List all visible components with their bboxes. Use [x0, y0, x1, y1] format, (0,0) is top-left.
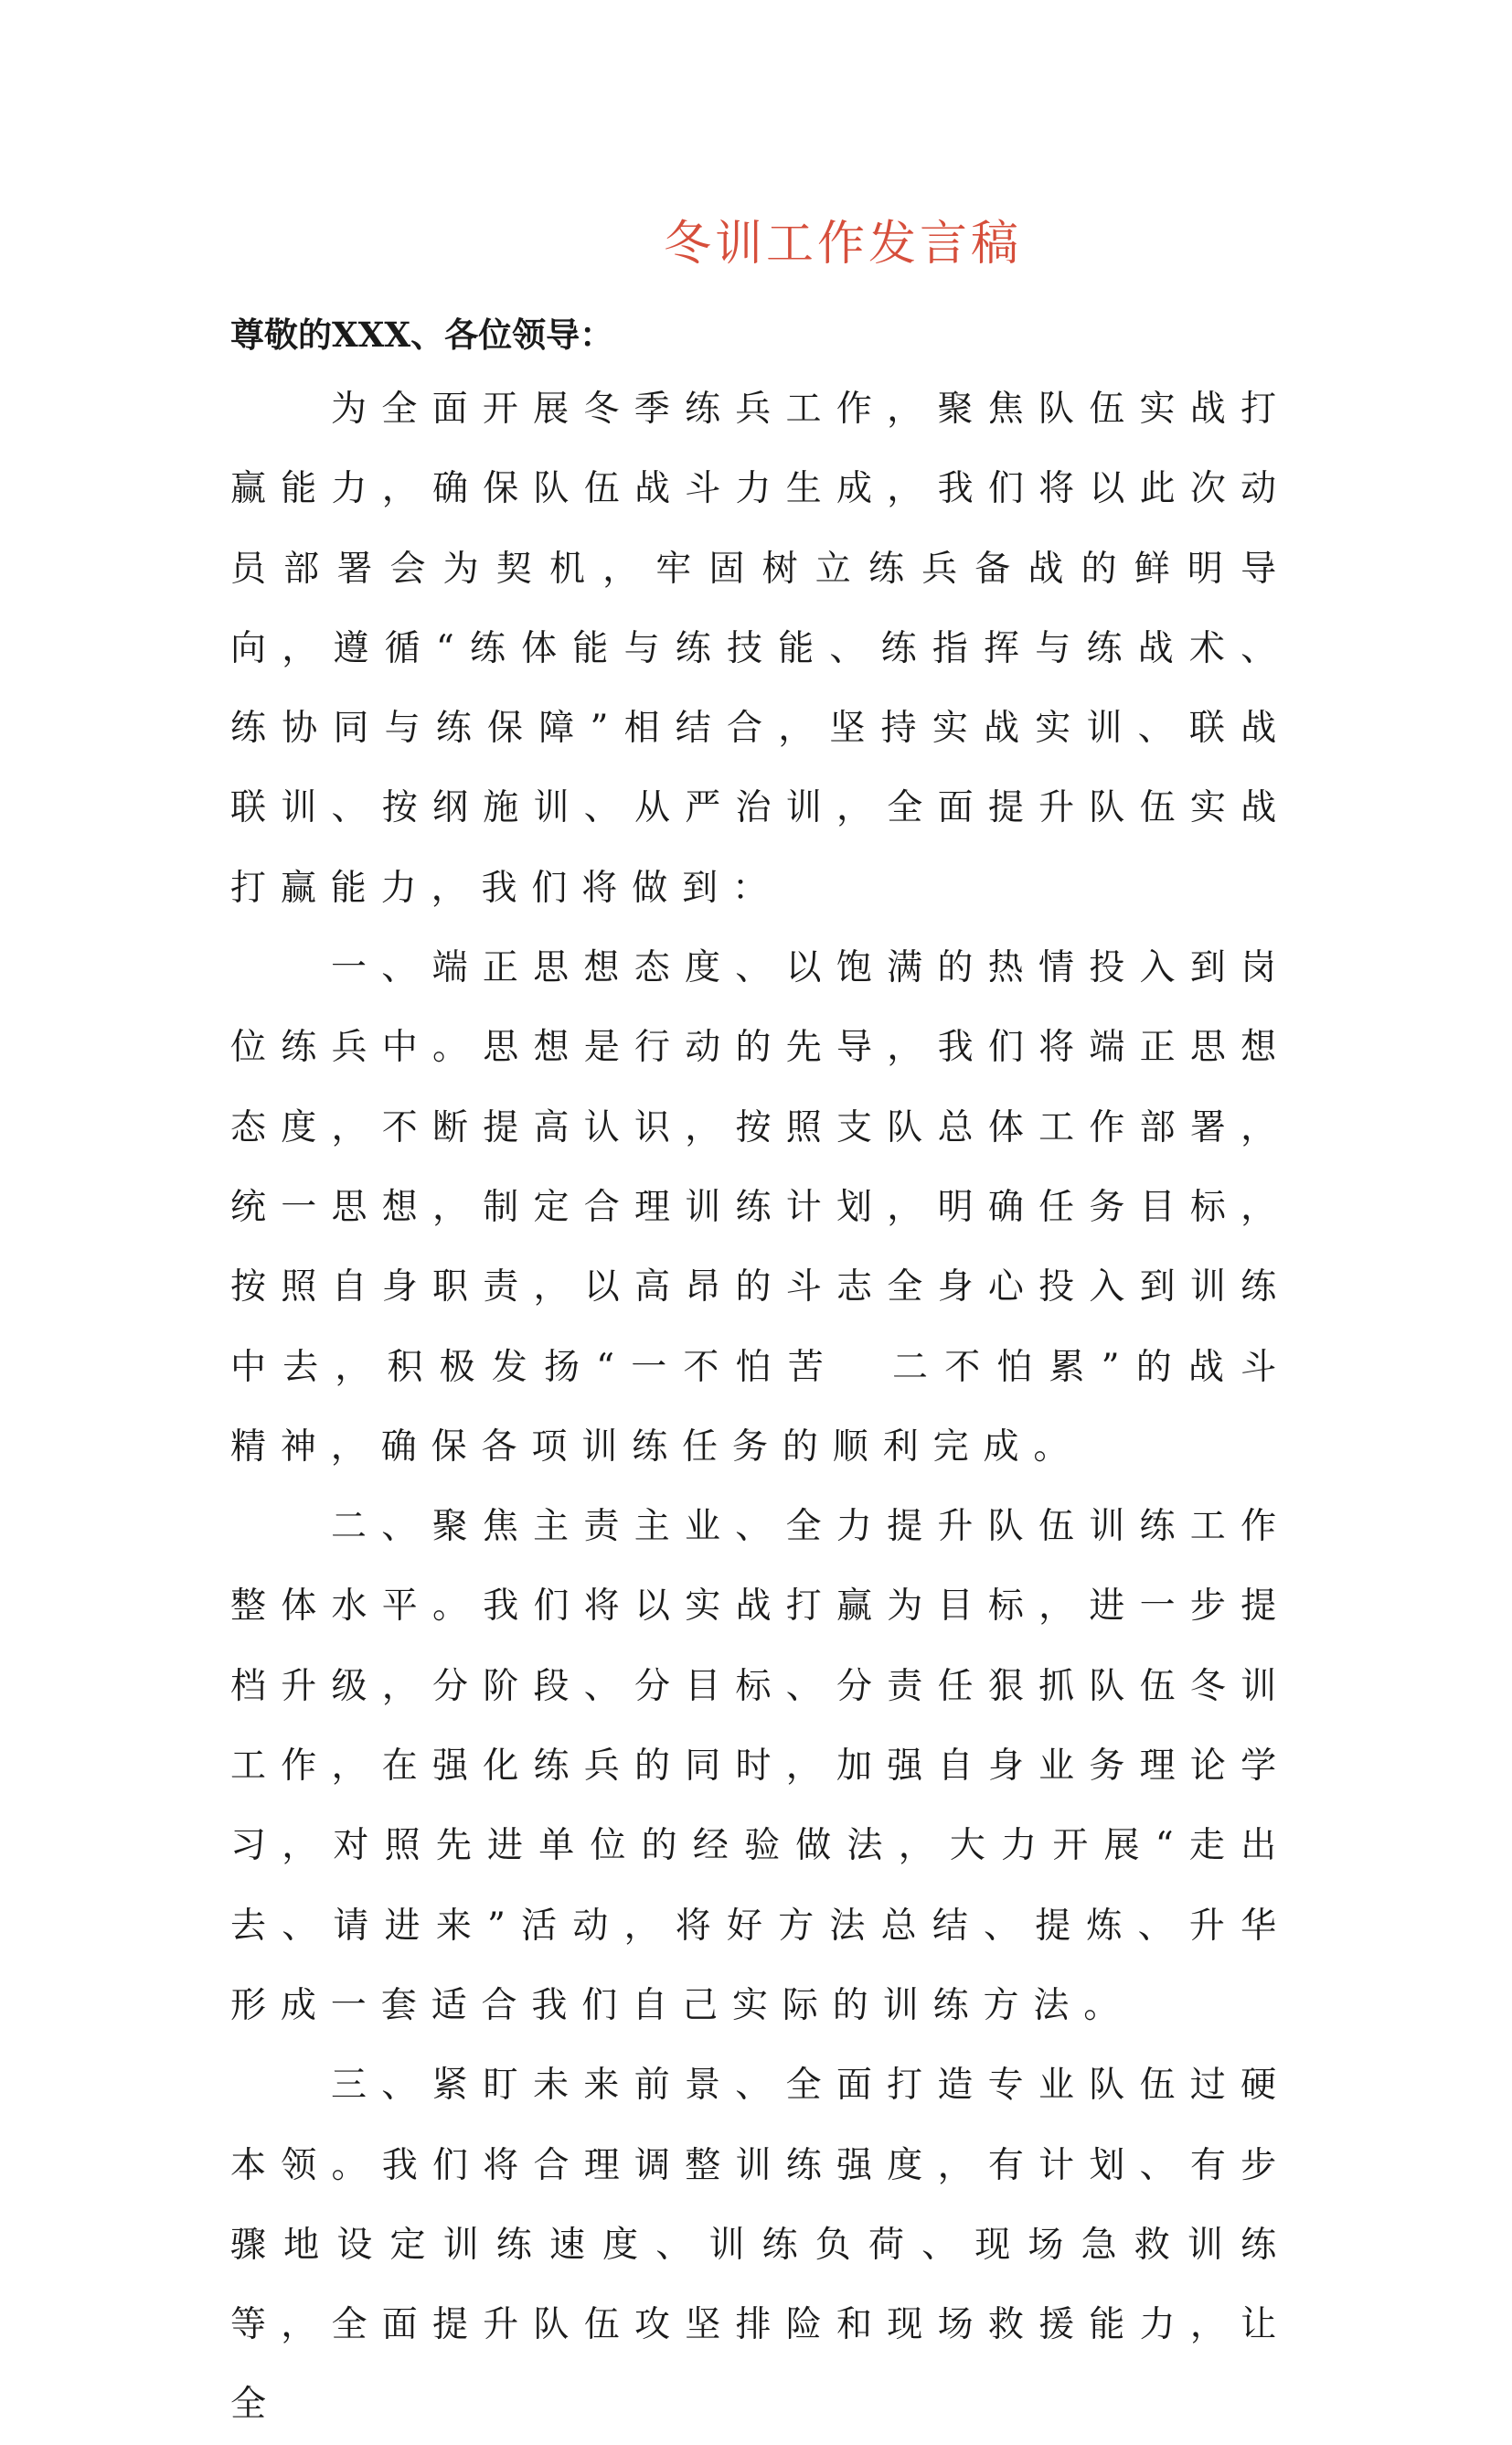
paragraph-point-2: 二、聚焦主责主业、全力提升队伍训练工作整体水平。我们将以实战打赢为目标，进一步提档升级，分阶段、分目标、分责任狠抓队伍冬训工作，在强化练兵的同时，加强自身业务理论学习，对照先进单位的经验做法，大力开展“走出去、请进来”活动，将好方法总结、提炼、升华形成一套适合我们自己实际的训练方法。	[230, 1506, 1291, 2026]
paragraph-point-3: 三、紧盯未来前景、全面打造专业队伍过硬本领。我们将合理调整训练强度，有计划、有步骤地设定训练速度、训练负荷、现场急救训练等，全面提升队伍攻坚排险和现场救援能力，让全	[230, 2065, 1291, 2426]
paragraph-intro: 为全面开展冬季练兵工作，聚焦队伍实战打赢能力，确保队伍战斗力生成，我们将以此次动员部署会为契机，牢固树立练兵备战的鲜明导向，遵循“练体能与练技能、练指挥与练战术、练协同与练保障”相结合，坚持实战实训、联战联训、按纲施训、从严治训，全面提升队伍实战打赢能力，我们将做到：	[230, 389, 1291, 909]
document-body	[230, 369, 1291, 2445]
document-title: 冬训工作发言稿	[663, 217, 1022, 272]
paragraph-point-1: 一、端正思想态度、以饱满的热情投入到岗位练兵中。思想是行动的先导，我们将端正思想态度，不断提高认识，按照支队总体工作部署，统一思想，制定合理训练计划，明确任务目标，按照自身职责，以高昂的斗志全身心投入到训练中去，积极发扬“一不怕苦 二不怕累”的战斗精神，确保各项训练任务的顺利完成。	[230, 947, 1291, 1468]
salutation: 尊敬的XXX、各位领导：	[230, 315, 614, 355]
